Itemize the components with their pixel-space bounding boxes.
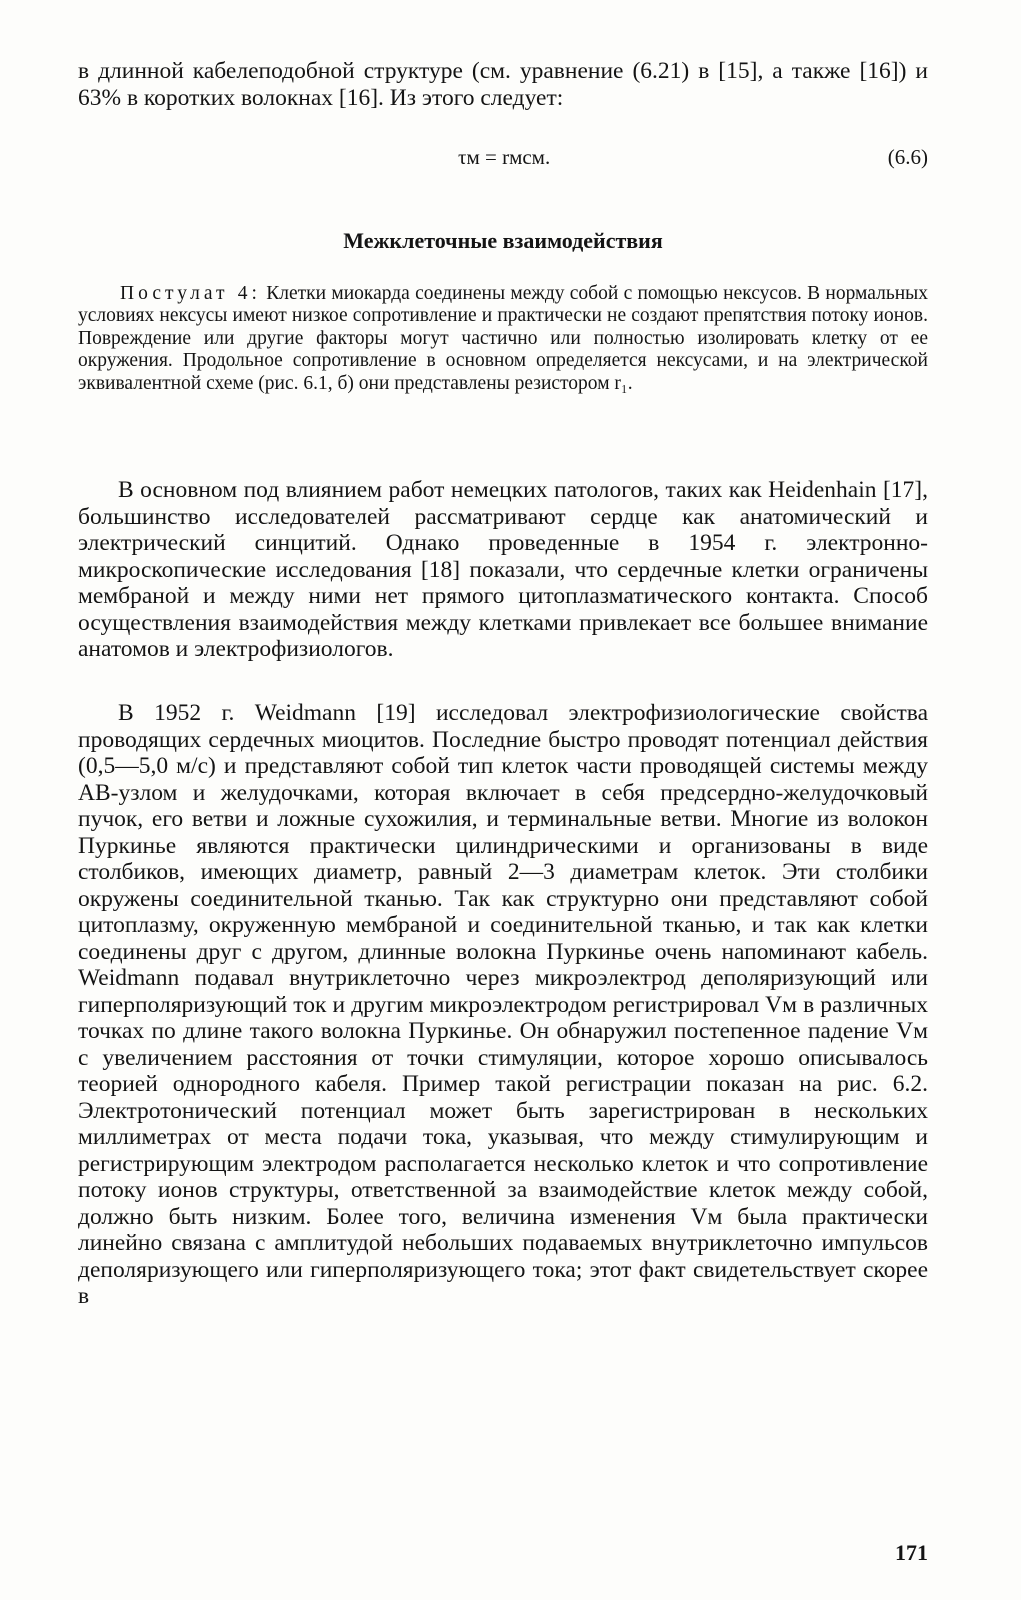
postulate-label: Постулат 4: [120,283,261,304]
page-number: 171 [895,1540,928,1565]
postulate-block [78,283,928,395]
equation-6-6 [78,145,928,175]
postulate-text: Клетки миокарда соединены между собой с помощью нексусов. В нормальных условиях нексусы имеют низкое сопротивление и практически не создают препятствия потоку ионов. Повреждение или другие факторы могут частично или полностью изолировать клетку от ее окружения. Продольное сопротивление в основном определяется нексусами, и на электрической эквивалентной схеме (рис. 6.1, б) они представлены резистором r₁. [78,283,929,394]
equation-number: (6.6) [887,145,928,169]
body-paragraph-1 [78,477,928,663]
equation-expression: τм = rмcм. [458,145,551,169]
body-paragraph-2 [78,700,928,1310]
intro-text [78,58,928,111]
paragraph-text: В основном под влиянием работ немецких патологов, таких как Heidenhain [17], большинство исследователей рассматривают сердце как анатомический и электрический синцитий. Однако проведенные в 1954 г. электронно-микроскопические исследования [18] показали, что сердечные клетки ограничены мембраной и между ними нет прямого цитоплазматического контакта. Способ осуществления взаимодействия между клетками привлекает все большее внимание анатомов и электрофизиологов. [78,477,928,662]
postulate-paragraph [78,283,928,395]
section-heading: Межклеточные взаимодействия [343,228,663,253]
paragraph-text: В 1952 г. Weidmann [19] исследовал электрофизиологические свойства проводящих сердечных миоцитов. Последние быстро проводят потенциал действия (0,5—5,0 м/с) и представляют собой тип клеток части проводящей системы между АВ-узлом и желудочками, которая включает в себя предсердно-желудочковый пучок, его ветви и ложные сухожилия, и терминальные ветви. Многие из волокон Пуркинье являются практически цилиндрическими и организованы в виде столбиков, имеющих диаметр, равный 2—3 диаметрам клеток. Эти столбики окружены соединительной тканью. Так как структурно они представляют собой цитоплазму, окруженную мембраной и соединительной тканью, и так как клетки соединены друг с другом, длинные волокна Пуркинье очень напоминают кабель. Weidmann подавал внутриклеточно через микроэлектрод деполяризующий или гиперполяризующий ток и другим микроэлектродом регистрировал Vм в различных точках по длине такого волокна Пуркинье. Он обнаружил постепенное падение Vм с увеличением расстояния от точки стимуляции, которое хорошо описывалось теорией однородного кабеля. Пример такой регистрации показан на рис. 6.2. Электротонический потенциал может быть зарегистрирован в нескольких миллиметрах от места подачи тока, указывая, что между стимулирующим и регистрирующим электродом располагается несколько клеток и что сопротивление потоку ионов структуры, ответственной за взаимодействие клеток между собой, должно быть низким. Более того, величина изменения Vм была практически линейно связана с амплитудой небольших подаваемых внутриклеточно импульсов деполяризующего или гиперполяризующего тока; этот факт свидетельствует скорее в [78,700,928,1309]
intro-paragraph: в длинной кабелеподобной структуре (см. уравнение (6.21) в [15], а также [16]) и 63% в коротких волокнах [16]. Из этого следует: [78,58,928,111]
